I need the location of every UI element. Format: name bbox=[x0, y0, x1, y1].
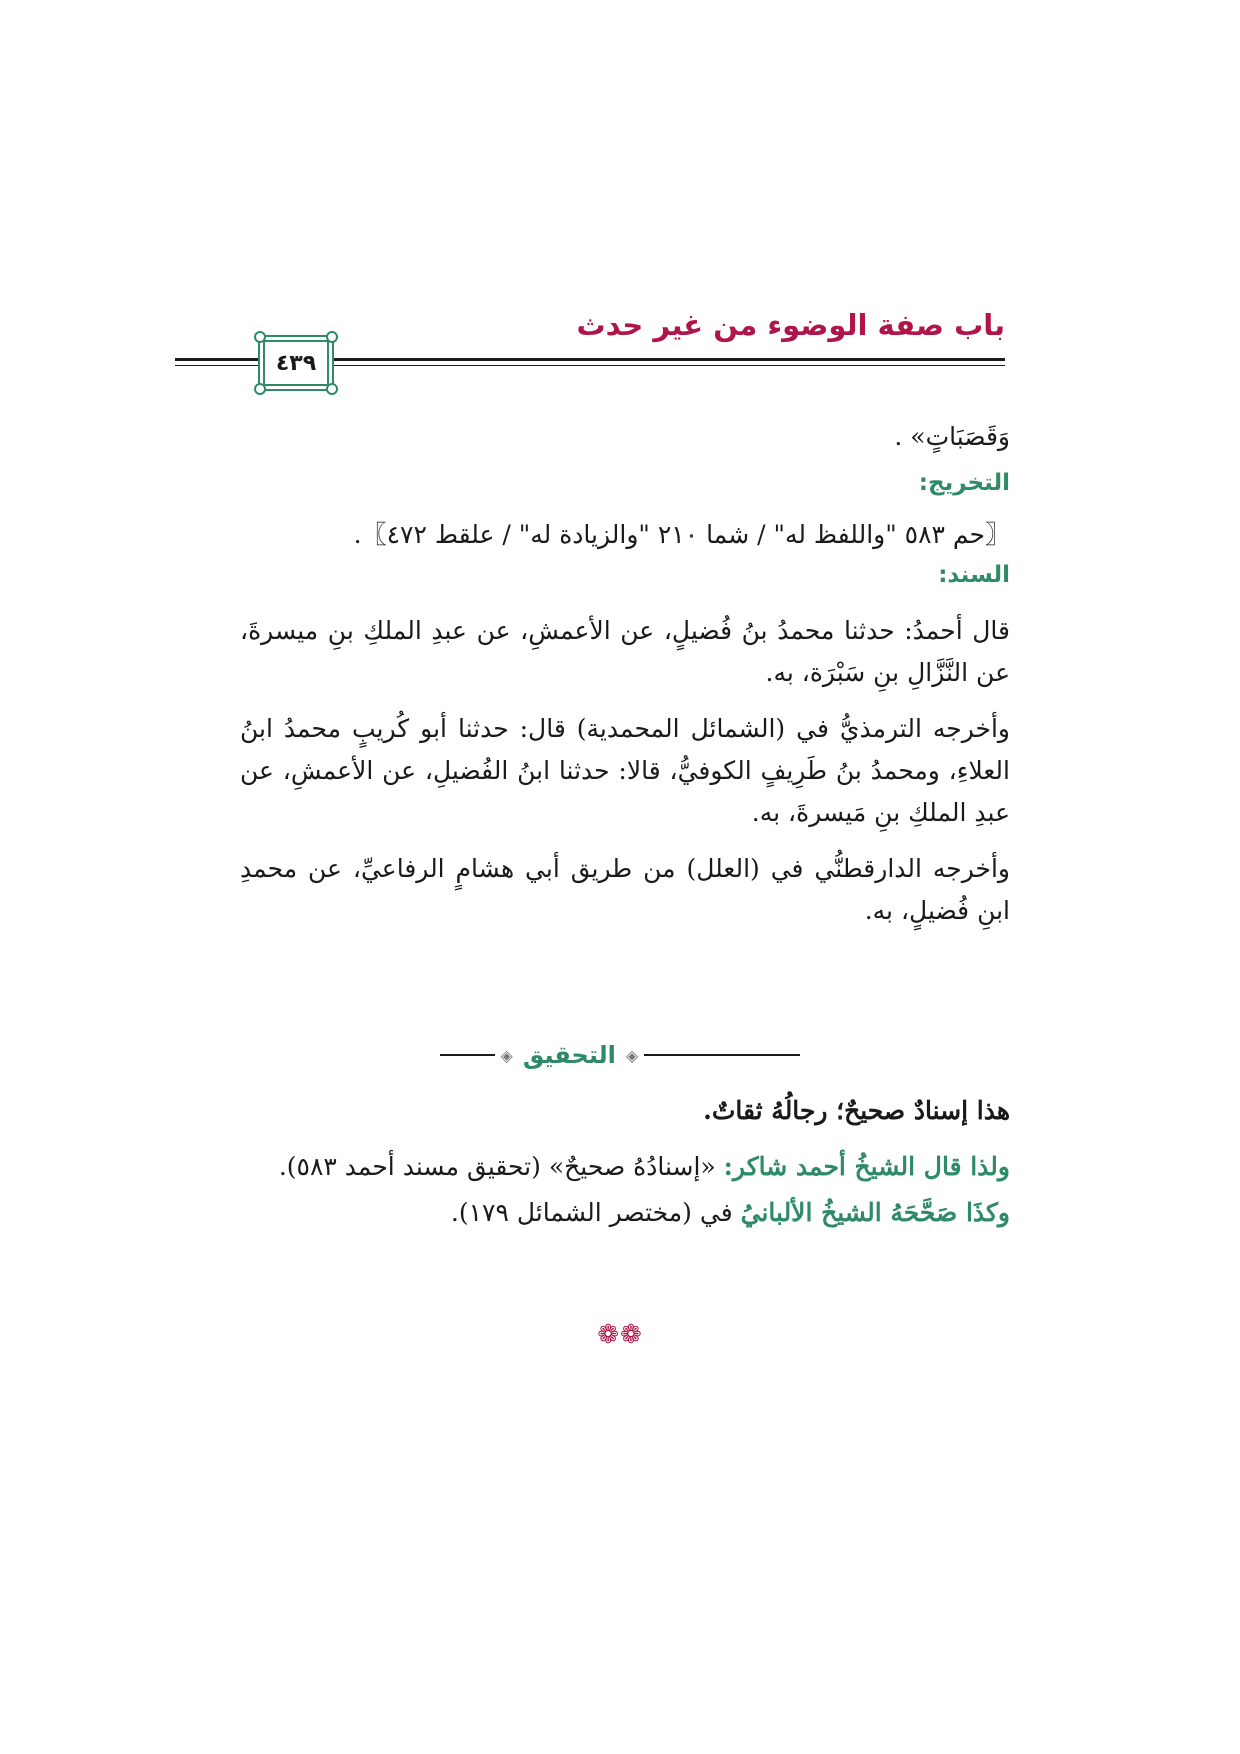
verdict-line: هذا إسنادٌ صحيحٌ؛ رجالُهُ ثقاتٌ. bbox=[703, 1096, 1010, 1125]
tahqiq-heading: التحقيق bbox=[522, 1041, 616, 1069]
ornament-icon: ◈ bbox=[625, 1045, 639, 1065]
ornament-icon bbox=[326, 331, 338, 343]
albani-attribution: وكذَا صَحَّحَهُ الشيخُ الألبانيُ bbox=[740, 1198, 1010, 1227]
page-number: ٤٣٩ bbox=[275, 350, 317, 376]
hadith-ending: وَقَصَبَاتٍ» . bbox=[894, 422, 1010, 451]
tahqiq-divider bbox=[440, 1035, 800, 1075]
divider-rule bbox=[440, 1054, 495, 1056]
tirmidhi-paragraph: وأخرجه الترمذيُّ في (الشمائل المحمدية) قال: حدثنا أبو كُريبٍ محمدُ ابنُ العلاءِ، ومحمدُ بنُ طَرِيفٍ الكوفيُّ، قالا: حدثنا ابنُ الفُضيلِ، عن الأعمشِ، عن عبدِ الملكِ بنِ مَيسرةَ، به. bbox=[240, 714, 1010, 827]
takhrij-heading: التخريج: bbox=[918, 470, 1010, 496]
albani-source: في (مختصر الشمائل ١٧٩). bbox=[450, 1198, 741, 1227]
page-header bbox=[175, 300, 1005, 390]
divider-rule bbox=[644, 1054, 800, 1056]
verdict-text bbox=[240, 1090, 1010, 1234]
shakir-attribution: ولذا قال الشيخُ أحمد شاكر: bbox=[723, 1152, 1010, 1181]
albani-line bbox=[240, 1192, 1010, 1234]
ornament-icon bbox=[326, 383, 338, 395]
ornament-icon bbox=[254, 331, 266, 343]
sanad-heading: السند: bbox=[938, 562, 1010, 588]
page-number-badge bbox=[258, 335, 334, 391]
shakir-quote: «إسنادُهُ صحيحٌ» (تحقيق مسند أحمد ٥٨٣). bbox=[278, 1152, 724, 1181]
end-ornament: ❁❁ bbox=[597, 1320, 643, 1350]
main-text bbox=[240, 400, 1010, 932]
sanad-paragraph: قال أحمدُ: حدثنا محمدُ بنُ فُضيلٍ، عن الأعمشِ، عن عبدِ الملكِ بنِ ميسرةَ، عن النَّزَّالِ بنِ سَبْرَة، به. bbox=[240, 616, 1010, 687]
chapter-title: باب صفة الوضوء من غير حدث bbox=[576, 308, 1005, 342]
daraqutni-paragraph: وأخرجه الدارقطنُّي في (العلل) من طريق أبي هشامٍ الرفاعيِّ، عن محمدِ ابنِ فُضيلٍ، به. bbox=[240, 854, 1010, 925]
takhrij-text: 〖حم ٥٨٣ "واللفظ له" / شما ٢١٠ "والزيادة له" / علقط ٤٧٢〗. bbox=[353, 520, 1010, 549]
end-ornament-icon bbox=[560, 1320, 680, 1360]
ornament-icon: ◈ bbox=[500, 1045, 513, 1065]
ornament-icon bbox=[254, 383, 266, 395]
shakir-line bbox=[240, 1146, 1010, 1188]
